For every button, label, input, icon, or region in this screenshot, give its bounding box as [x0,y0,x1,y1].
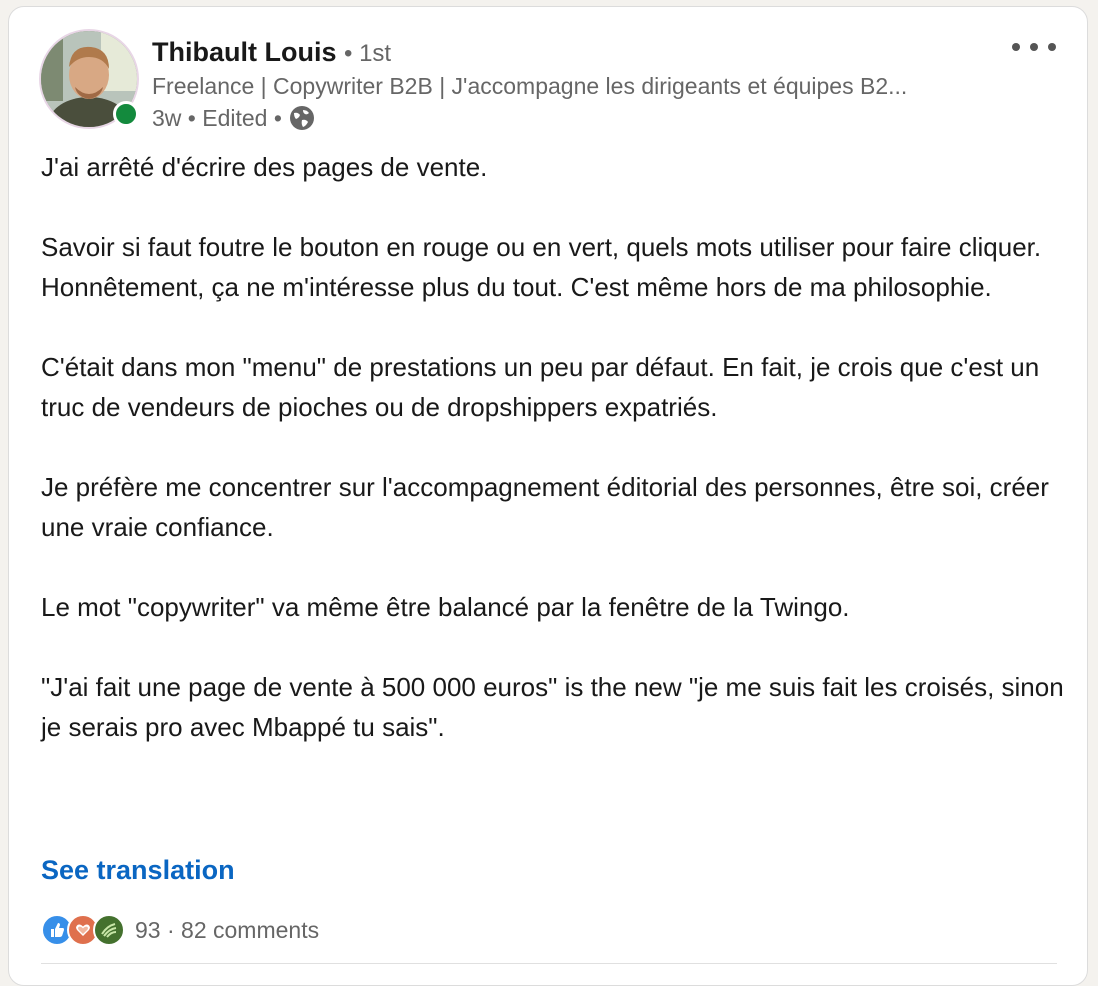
post-time: 3w [152,105,182,131]
globe-icon [288,104,316,132]
social-counts [41,913,319,947]
post-paragraph: Je préfère me concentrer sur l'accompagnement éditorial des personnes, être soi, créer une vraie confiance. [41,472,1049,542]
reaction-icons[interactable] [41,914,125,946]
edited-label: Edited [202,105,268,131]
online-status-indicator [113,101,139,127]
post-card [8,6,1088,986]
post-paragraph: Le mot "copywriter" va même être balancé par la fenêtre de la Twingo. [41,592,850,622]
author-name-line [152,35,391,71]
meta-separator: • [187,105,196,131]
post-paragraph: C'était dans mon "menu" de prestations un peu par défaut. En fait, je crois que c'est un truc de vendeurs de pioches ou de dropshippers expatriés. [41,352,1040,422]
reaction-count[interactable]: 93 [135,916,161,943]
author-name[interactable]: Thibault Louis [152,37,337,67]
post-meta [152,103,316,133]
post-paragraph: "J'ai fait une page de vente à 500 000 euros" is the new "je me suis fait les croisés, sinon je serais pro avec Mbappé tu sais". [41,672,1064,742]
divider [41,963,1057,964]
post-paragraph: J'ai arrêté d'écrire des pages de vente. [41,152,488,182]
post-paragraph: Savoir si faut foutre le bouton en rouge ou en vert, quels mots utiliser pour faire cliquer. Honnêtement, ça ne m'intéresse plus du tout. C'est même hors de ma philosophie. [41,232,1042,302]
degree-separator: • [344,40,353,67]
support-reaction-icon [93,914,125,946]
author-headline: Freelance | Copywriter B2B | J'accompagne les dirigeants et équipes B2... [152,73,908,99]
social-separator: · [166,916,175,943]
meta-separator-2: • [273,105,282,131]
see-translation-link[interactable]: See translation [41,855,235,885]
connection-degree: 1st [359,40,392,67]
more-options-icon[interactable] [1012,35,1056,59]
post-body [41,147,1071,787]
comments-count[interactable]: 82 comments [181,916,320,943]
author-avatar[interactable] [41,31,137,127]
